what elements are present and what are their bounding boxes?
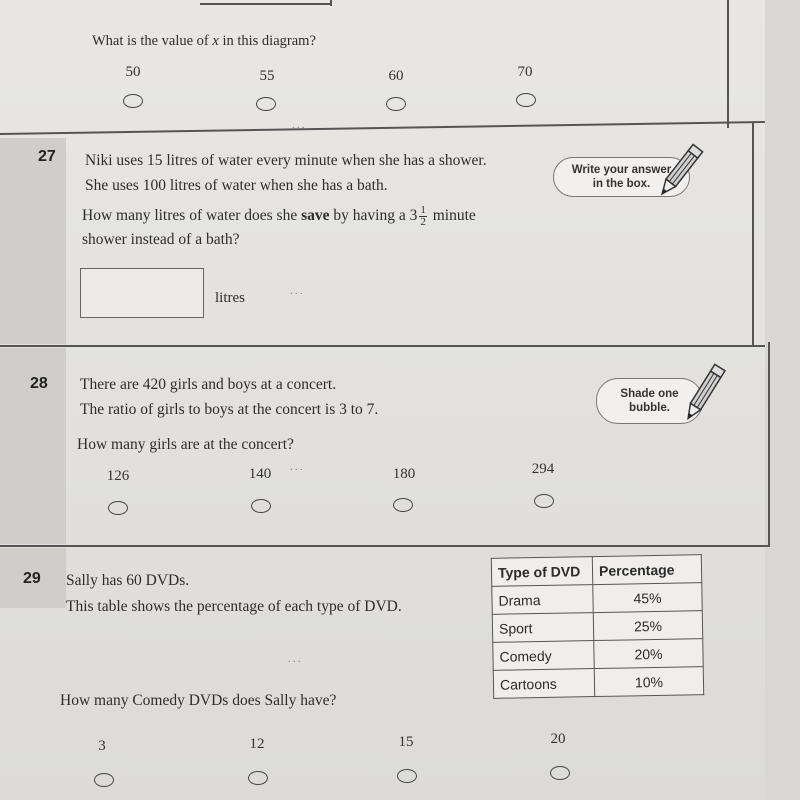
q27-question-mid: by having a 3 <box>329 207 418 225</box>
q26-bubble-4[interactable] <box>516 93 536 107</box>
q26-bubble-1[interactable] <box>123 94 143 108</box>
q27-instruction-text: Write your answer in the box. <box>571 164 672 190</box>
q29-line1: Sally has 60 DVDs. <box>66 572 190 589</box>
table-row <box>492 611 702 643</box>
q27-question-prefix: How many litres of water does she <box>82 207 302 225</box>
q28-option-label-3: 180 <box>392 466 416 482</box>
diagram-remnant <box>200 3 330 5</box>
q28-line1: There are 420 girls and boys at a concert. <box>80 376 337 393</box>
q27-question <box>82 205 476 228</box>
pencil-mark: . . . <box>290 462 303 473</box>
page-edge <box>765 0 800 800</box>
q26-bubble-3[interactable] <box>386 97 406 111</box>
table-cell-percentage: 20% <box>594 639 703 669</box>
q26-prompt <box>92 30 316 52</box>
table-cell-type: Cartoons <box>493 669 594 699</box>
table-row <box>493 639 703 671</box>
q27-fraction-numerator: 1 <box>420 204 426 216</box>
section-border <box>768 342 770 547</box>
table-cell-type: Comedy <box>493 641 594 671</box>
table-header-row <box>491 555 701 587</box>
q29-option-label-1: 3 <box>98 738 106 754</box>
q26-variable: x <box>212 33 219 49</box>
q27-line4: shower instead of a bath? <box>82 231 240 248</box>
q29-bubble-1[interactable] <box>94 773 114 787</box>
q28-line2: The ratio of girls to boys at the concert is 3 to 7. <box>80 401 379 418</box>
table-cell-percentage: 25% <box>593 611 702 641</box>
table-cell-type: Sport <box>492 613 593 643</box>
q27-fraction-denominator: 2 <box>420 216 426 228</box>
q27-answer-box[interactable] <box>80 268 204 318</box>
q29-option-label-3: 15 <box>398 734 414 750</box>
q26-option-label-2: 55 <box>259 68 275 84</box>
diagram-remnant-edge <box>330 0 332 6</box>
table-cell-type: Drama <box>492 585 593 615</box>
q28-bubble-3[interactable] <box>393 498 413 512</box>
q28-bubble-2[interactable] <box>251 499 271 513</box>
table-header-type: Type of DVD <box>491 557 592 587</box>
q26-prompt-suffix: in this diagram? <box>218 33 316 49</box>
q26-bubble-2[interactable] <box>256 97 276 111</box>
section-divider <box>0 345 765 347</box>
q29-bubble-2[interactable] <box>248 771 268 785</box>
q27-unit: litres <box>215 290 245 306</box>
q27-question-bold: save <box>301 207 330 225</box>
q28-number: 28 <box>30 375 48 392</box>
table-row <box>493 667 703 699</box>
table-cell-percentage: 45% <box>593 583 702 613</box>
q29-question: How many Comedy DVDs does Sally have? <box>60 692 337 709</box>
q29-bubble-3[interactable] <box>397 769 417 783</box>
q27-line1: Niki uses 15 litres of water every minute when she has a shower. <box>85 152 487 169</box>
table-cell-percentage: 10% <box>594 667 703 697</box>
q29-option-label-2: 12 <box>249 736 265 752</box>
section-border <box>727 0 729 128</box>
dvd-table <box>491 554 704 699</box>
section-divider <box>0 545 770 547</box>
q28-bubble-4[interactable] <box>534 494 554 508</box>
section-border <box>752 122 754 345</box>
q27-line2: She uses 100 litres of water when she has a bath. <box>85 177 388 194</box>
q29-number: 29 <box>23 570 41 587</box>
table-row <box>492 583 702 615</box>
q27-question-suffix: minute <box>428 207 476 225</box>
pencil-mark: . . . <box>288 654 301 665</box>
q28-option-label-1: 126 <box>106 468 130 484</box>
table-header-percentage: Percentage <box>592 555 701 585</box>
pencil-icon <box>680 360 728 426</box>
q28-bubble-1[interactable] <box>108 501 128 515</box>
pencil-mark: . . . <box>292 120 305 131</box>
pencil-mark: . . . <box>290 286 303 297</box>
q26-option-label-4: 70 <box>517 64 533 80</box>
q28-instruction-text: Shade one bubble. <box>620 388 679 414</box>
q27-number-column <box>0 138 66 344</box>
q29-line2: This table shows the percentage of each type of DVD. <box>66 598 402 615</box>
q26-option-label-1: 50 <box>125 64 141 80</box>
q29-option-label-4: 20 <box>550 731 566 747</box>
pencil-icon <box>655 140 705 202</box>
q29-bubble-4[interactable] <box>550 766 570 780</box>
q27-number: 27 <box>38 148 56 165</box>
q26-option-label-3: 60 <box>388 68 404 84</box>
q28-question: How many girls are at the concert? <box>77 436 294 453</box>
q26-prompt-prefix: What is the value of <box>92 33 213 49</box>
q27-fraction <box>419 205 427 228</box>
q28-option-label-2: 140 <box>248 466 272 482</box>
q28-option-label-4: 294 <box>531 461 555 477</box>
